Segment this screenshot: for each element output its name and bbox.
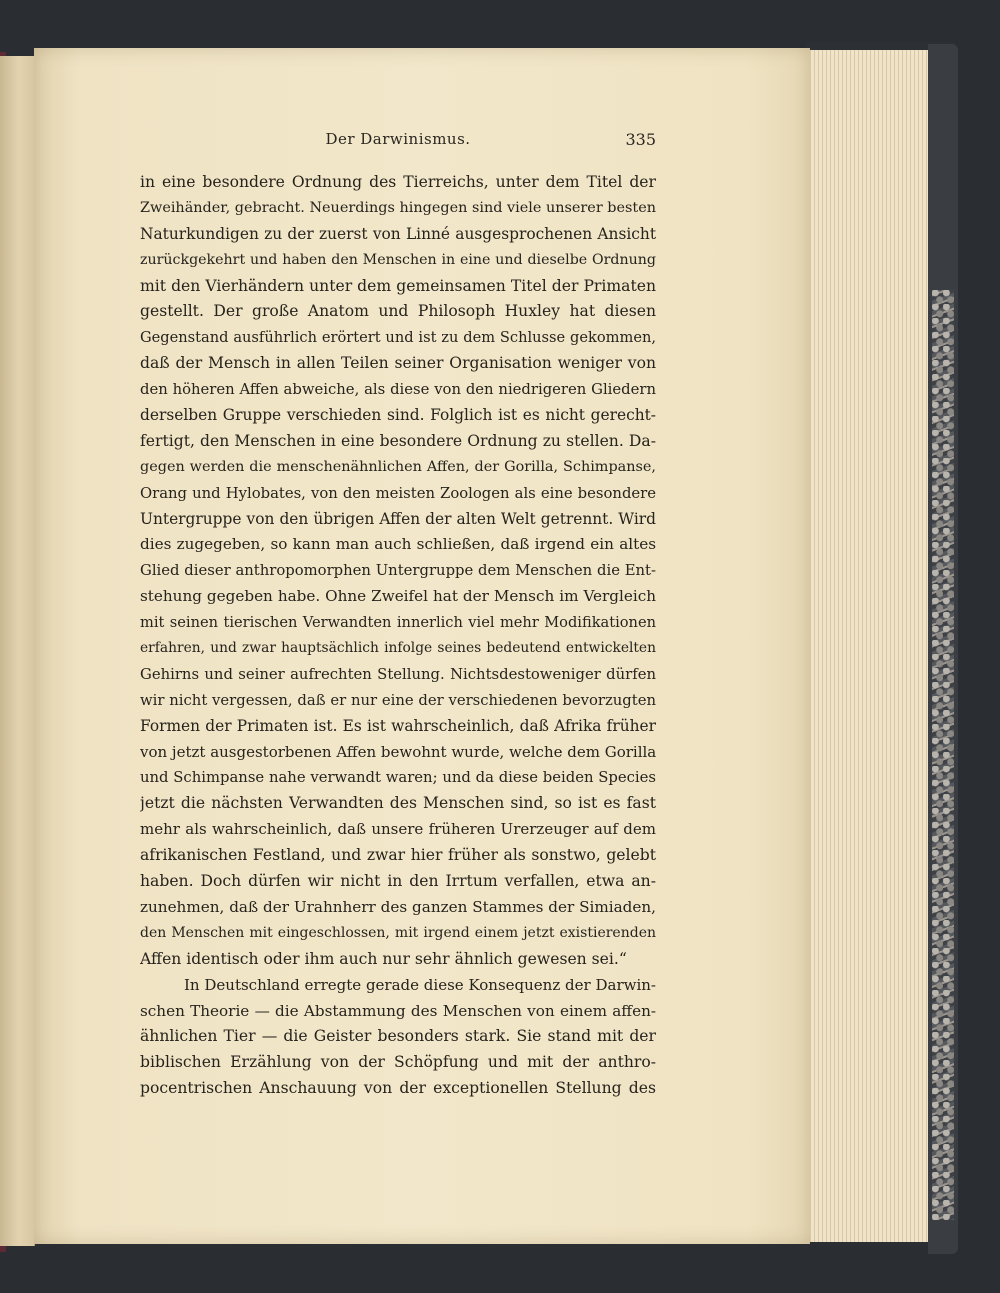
text-line: jetzt die nächsten Verwandten des Menschen sind, so ist es fast <box>140 794 656 813</box>
text-line: pocentrischen Anschauung von der exceptionellen Stellung des <box>140 1079 656 1098</box>
text-line: zunehmen, daß der Urahnherr des ganzen Stammes der Simiaden, <box>140 897 656 916</box>
text-line: Affen identisch oder ihm auch nur sehr ähnlich gewesen sei.“ <box>140 949 627 968</box>
text-line: ähnlichen Tier — die Geister besonders stark. Sie stand mit der <box>140 1027 656 1046</box>
page-stack-edge <box>806 50 931 1242</box>
text-line: wir nicht vergessen, daß er nur eine der verschiedenen bevorzugten <box>140 691 656 709</box>
text-line: den höheren Affen abweiche, als diese von den niedrigeren Gliedern <box>140 381 656 399</box>
text-line: afrikanischen Festland, und zwar hier früher als sonstwo, gelebt <box>140 846 656 865</box>
text-line: Untergruppe von den übrigen Affen der alten Welt getrennt. Wird <box>140 509 656 528</box>
text-line: gestellt. Der große Anatom und Philosoph Huxley hat diesen <box>140 302 656 321</box>
text-line: stehung gegeben habe. Ohne Zweifel hat der Mensch im Vergleich <box>140 587 656 606</box>
text-line: und Schimpanse nahe verwandt waren; und da diese beiden Species <box>140 769 656 787</box>
text-line: in eine besondere Ordnung des Tierreichs, unter dem Titel der <box>140 173 656 191</box>
text-line: Gegenstand ausführlich erörtert und ist zu dem Schlusse gekommen, <box>140 329 656 347</box>
text-line: mehr als wahrscheinlich, daß unsere früheren Urerzeuger auf dem <box>140 820 656 839</box>
text-line: dies zugegeben, so kann man auch schließen, daß irgend ein altes <box>140 535 656 554</box>
body-text <box>140 170 656 1102</box>
text-line: biblischen Erzählung von der Schöpfung und mit der anthro- <box>140 1053 656 1072</box>
text-line: von jetzt ausgestorbenen Affen bewohnt wurde, welche dem Gorilla <box>140 742 656 761</box>
running-title: Der Darwinismus. <box>325 130 471 148</box>
text-line: Glied dieser anthropomorphen Untergruppe dem Menschen die Ent- <box>140 562 656 580</box>
text-line: Zweihänder, gebracht. Neuerdings hingegen sind viele unserer besten <box>140 199 656 216</box>
text-line: Gehirns und seiner aufrechten Stellung. Nichtsdestoweniger dürfen <box>140 665 656 683</box>
text-line: mit seinen tierischen Verwandten innerlich viel mehr Modifikationen <box>140 614 656 632</box>
text-line: Formen der Primaten ist. Es ist wahrscheinlich, daß Afrika früher <box>140 716 656 735</box>
text-line: Naturkundigen zu der zuerst von Linné ausgesprochenen Ansicht <box>140 224 656 243</box>
page-header <box>140 130 656 154</box>
text-line: derselben Gruppe verschieden sind. Folglich ist es nicht gerecht- <box>140 406 656 425</box>
text-line: schen Theorie — die Abstammung des Menschen von einem affen- <box>140 1001 656 1020</box>
page-number: 335 <box>625 130 656 149</box>
text-line: Orang und Hylobates, von den meisten Zoologen als eine besondere <box>140 484 656 502</box>
text-line: den Menschen mit eingeschlossen, mit irgend einem jetzt existierenden <box>140 924 656 941</box>
text-line: mit den Vierhändern unter dem gemeinsamen Titel der Primaten <box>140 276 656 295</box>
text-line: fertigt, den Menschen in eine besondere Ordnung zu stellen. Da- <box>140 431 656 450</box>
text-line: zurückgekehrt und haben den Menschen in eine und dieselbe Ordnung <box>140 251 656 268</box>
text-line: In Deutschland erregte gerade diese Konsequenz der Darwin- <box>184 975 656 994</box>
text-line: gegen werden die menschenähnlichen Affen, der Gorilla, Schimpanse, <box>140 458 656 475</box>
left-page-edge <box>0 56 35 1246</box>
text-line: haben. Doch dürfen wir nicht in den Irrtum verfallen, etwa an- <box>140 872 656 891</box>
marbled-endpaper <box>932 290 954 1220</box>
text-line: daß der Mensch in allen Teilen seiner Organisation weniger von <box>140 354 656 373</box>
text-line: erfahren, und zwar hauptsächlich infolge seines bedeutend entwickelten <box>140 640 656 657</box>
